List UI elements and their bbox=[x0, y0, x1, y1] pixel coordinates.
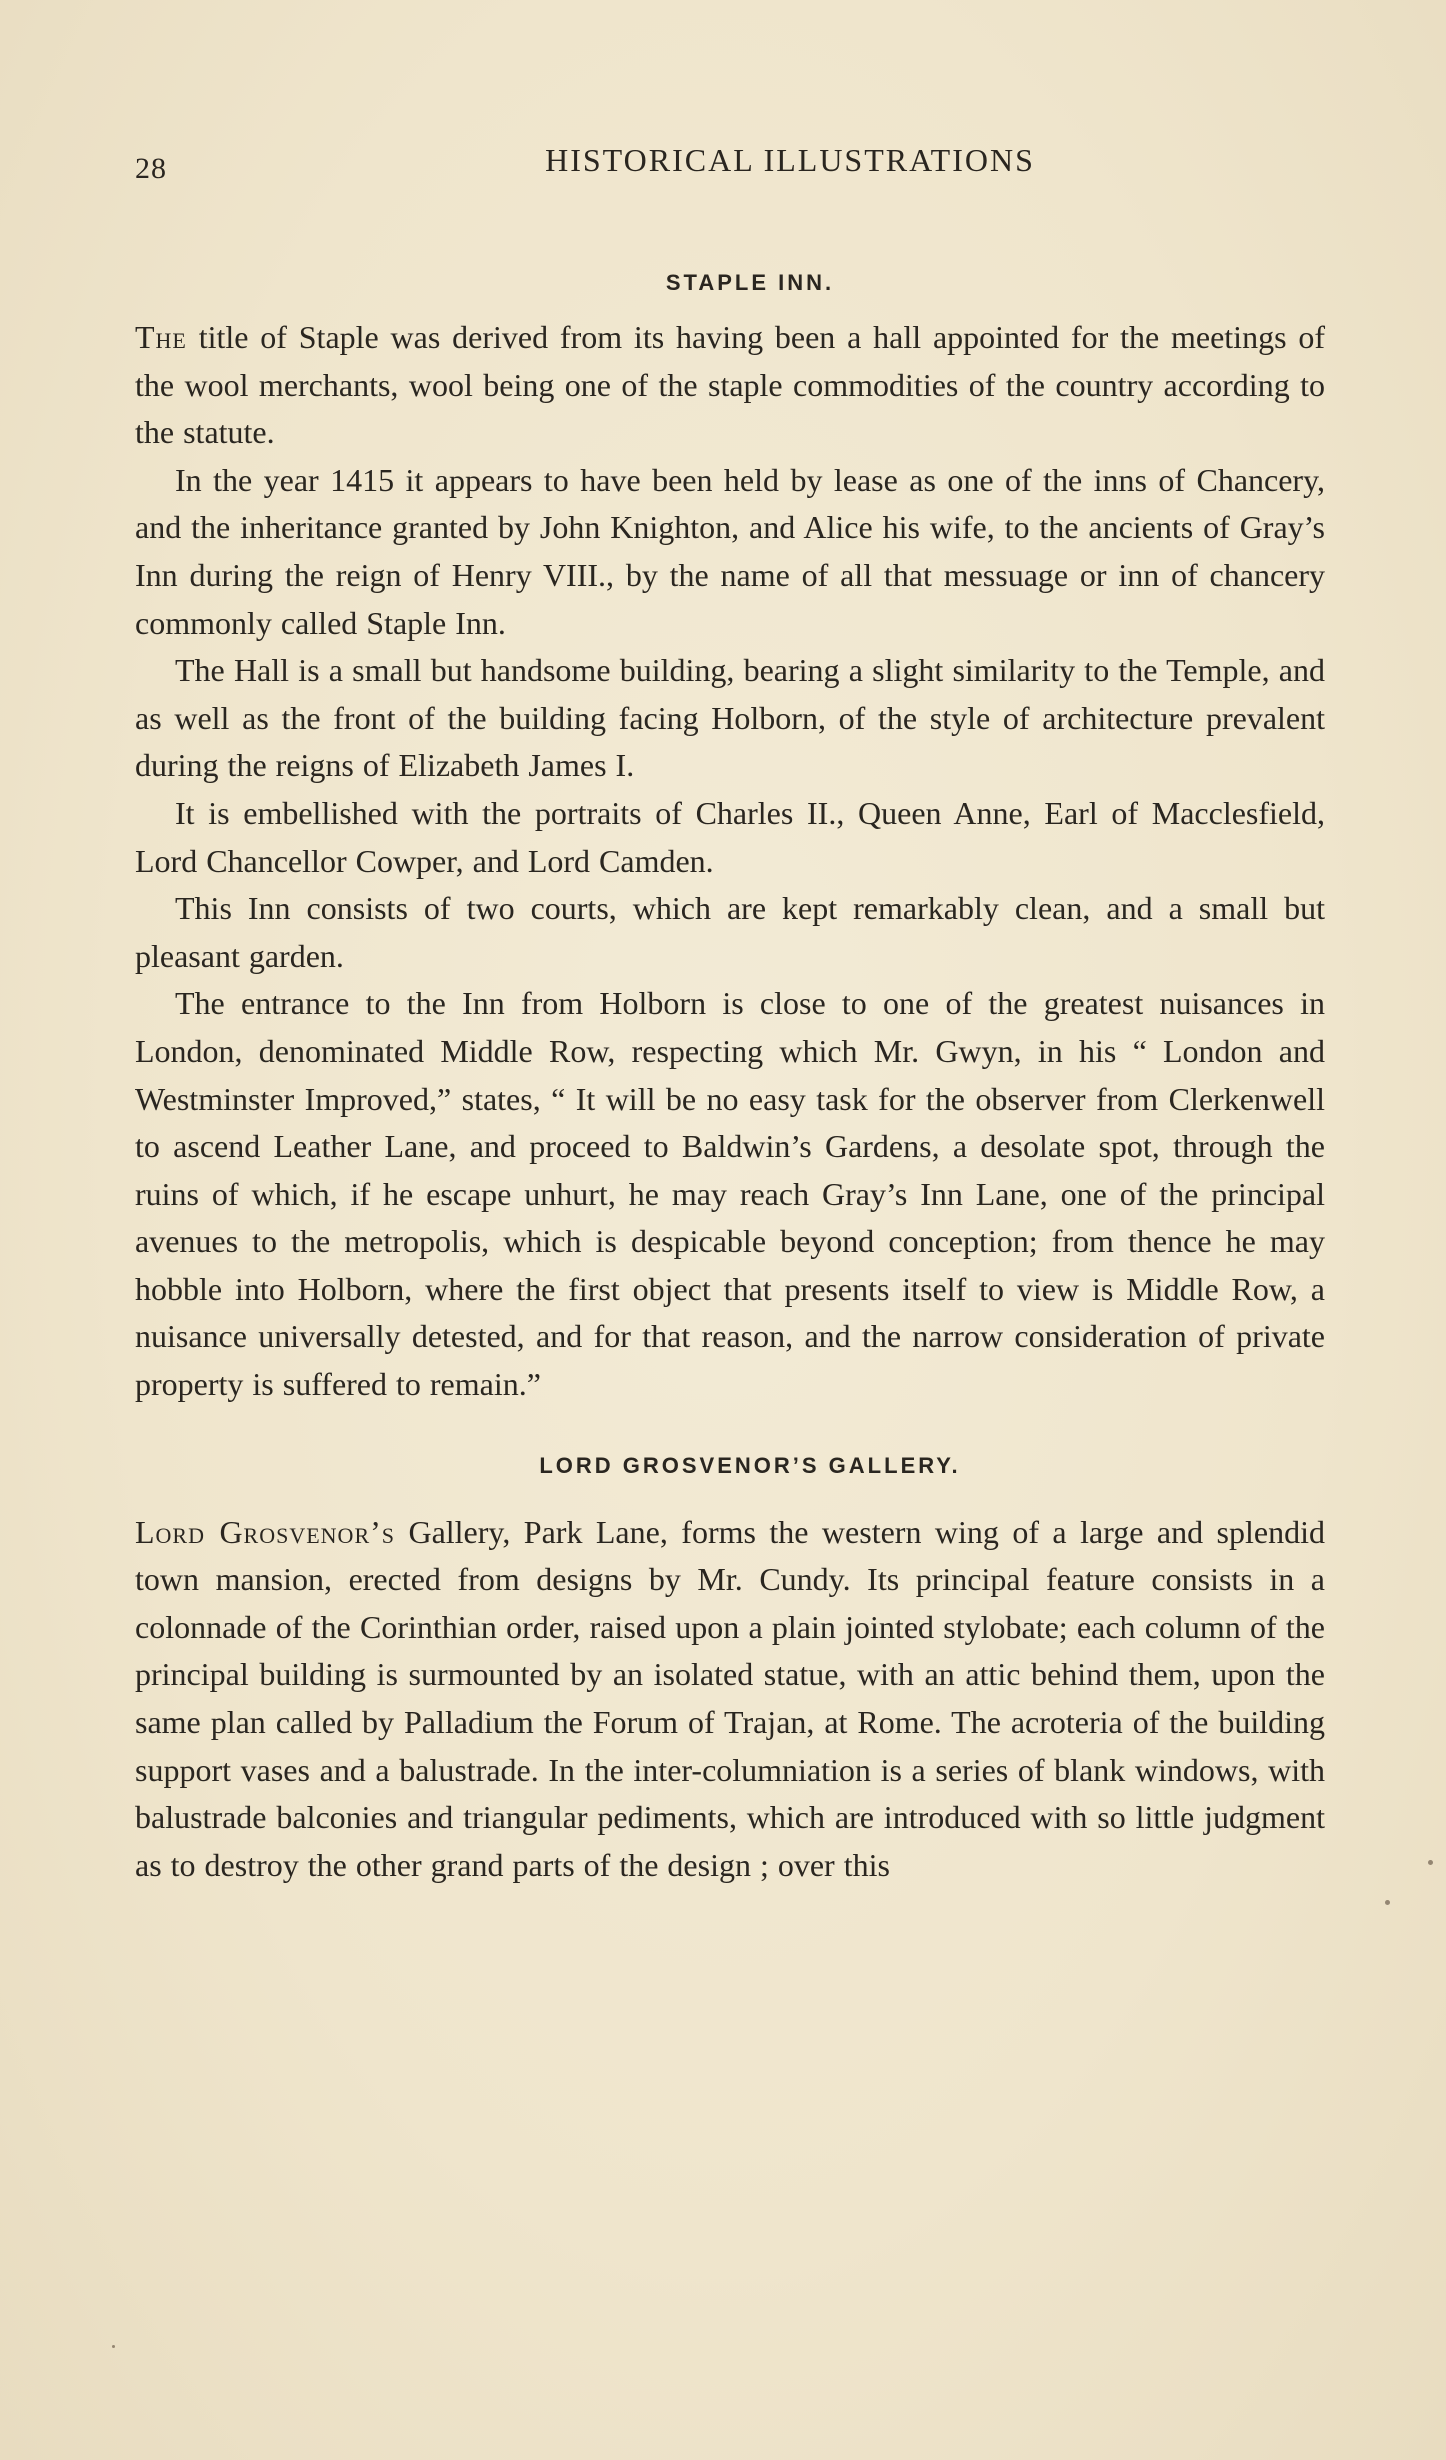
page-body bbox=[135, 270, 1325, 1889]
paper-speck bbox=[1428, 1860, 1433, 1865]
paragraph-lead: Lord Grosvenor’s bbox=[135, 1513, 396, 1550]
page-number: 28 bbox=[135, 152, 167, 185]
paragraph bbox=[135, 1509, 1325, 1890]
section-heading-grosvenor-gallery: LORD GROSVENOR’S GALLERY. bbox=[539, 1452, 961, 1478]
paragraph-text: title of Staple was derived from its having been a hall appointed for the meetings of the wool merchants, wool being one of the staple commodities of the country according to the statute. bbox=[135, 319, 1325, 451]
paragraph: In the year 1415 it appears to have been held by lease as one of the inns of Chancery, and the inheritance granted by John Knighton, and Alice his wife, to the ancients of Gray’s Inn during the reign of Henry VIII., by the name of all that messuage or inn of chancery commonly called Staple Inn. bbox=[135, 461, 1325, 641]
paper-speck bbox=[1385, 1900, 1390, 1905]
paragraph bbox=[135, 314, 1325, 457]
paragraph: It is embellished with the portraits of Charles II., Queen Anne, Earl of Macclesfield, Lord Chancellor Cowper, and Lord Camden. bbox=[135, 794, 1325, 879]
running-header bbox=[135, 142, 1325, 192]
paper-speck bbox=[112, 2345, 115, 2348]
paragraph-lead: The bbox=[135, 319, 187, 355]
section-heading-staple-inn: STAPLE INN. bbox=[665, 270, 835, 295]
paragraph: The Hall is a small but handsome building, bearing a slight similarity to the Temple, and as well as the front of the building facing Holborn, of the style of architecture prevalent during the reigns of Elizabeth James I. bbox=[135, 652, 1325, 784]
running-title: HISTORICAL ILLUSTRATIONS bbox=[545, 142, 1035, 178]
paragraph-text: Gallery, Park Lane, forms the western wing of a large and splendid town mansion, erected from designs by Mr. Cundy. Its principal feature consists in a colonnade of the Corinthian order, raised upon a plain jointed stylobate; each column of the principal building is surmounted by an isolated statue, with an attic behind them, upon the same plan called by Palladium the Forum of Trajan, at Rome. The acroteria of the building support vases and a balustrade. In the inter-columniation is a series of blank windows, with balustrade balconies and triangular pediments, which are introduced with so little judgment as to destroy the other grand parts of the design ; over this bbox=[135, 1513, 1325, 1883]
paragraph: This Inn consists of two courts, which are kept remarkably clean, and a small but pleasant garden. bbox=[135, 890, 1325, 974]
paragraph: The entrance to the Inn from Holborn is close to one of the greatest nuisances in London, denominated Middle Row, respecting which Mr. Gwyn, in his “ London and Westminster Improved,” states, “ It will be no easy task for the observer from Clerkenwell to ascend Leather Lane, and proceed to Baldwin’s Gardens, a desolate spot, through the ruins of which, if he escape unhurt, he may reach Gray’s Inn Lane, one of the principal avenues to the metropolis, which is despicable beyond conception; from thence he may hobble into Holborn, where the first object that presents itself to view is Middle Row, a nuisance universally detested, and for that reason, and the narrow consideration of private property is suffered to remain.” bbox=[135, 985, 1325, 1403]
